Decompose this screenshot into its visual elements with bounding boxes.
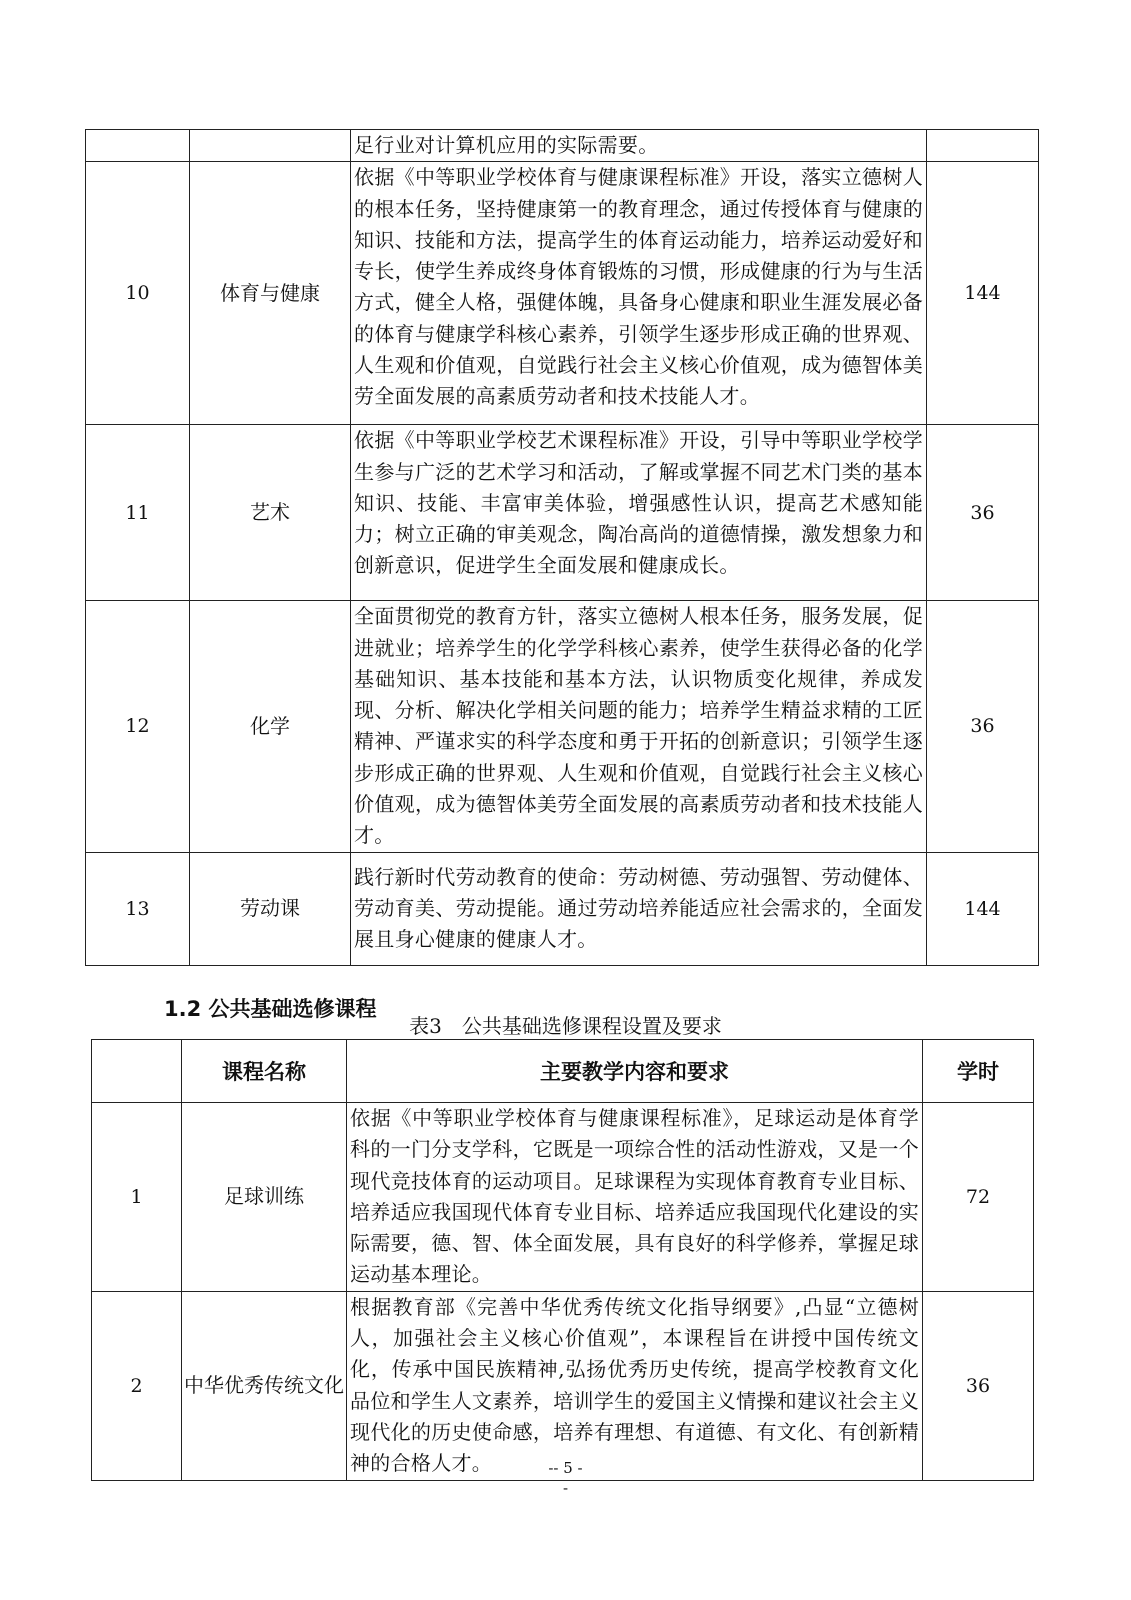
header-course-name: 课程名称 <box>182 1040 347 1103</box>
course-content: 依据《中等职业学校体育与健康课程标准》开设，落实立德树人的根本任务，坚持健康第一的教育理念，通过传授体育与健康的知识、技能和方法，提高学生的体育运动能力，培养运动爱好和专长，使学生养成终身体育锻炼的习惯，形成健康的行为与生活方式，健全人格，强健体魄，具备身心健康和职业生涯发展必备的体育与健康学科核心素养，引领学生逐步形成正确的世界观、人生观和价值观，自觉践行社会主义核心价值观，成为德智体美劳全面发展的高素质劳动者和技术技能人才。 <box>351 162 927 425</box>
table-row <box>92 1103 1034 1292</box>
course-hours: 36 <box>923 1291 1034 1480</box>
page-footer-dash: - <box>562 1479 569 1497</box>
table-row <box>86 852 1039 965</box>
course-name: 体育与健康 <box>190 162 351 425</box>
course-number: 12 <box>86 601 190 852</box>
course-content: 依据《中等职业学校艺术课程标准》开设，引导中等职业学校学生参与广泛的艺术学习和活动，了解或掌握不同艺术门类的基本知识、技能、丰富审美体验，增强感性认识，提高艺术感知能力；树立正确的审美观念，陶冶高尚的道德情操，激发想象力和创新意识，促进学生全面发展和健康成长。 <box>351 425 927 601</box>
header-content: 主要教学内容和要求 <box>347 1040 923 1103</box>
course-name: 艺术 <box>190 425 351 601</box>
table-header-row <box>92 1040 1034 1103</box>
course-hours <box>927 130 1039 162</box>
course-hours: 144 <box>927 852 1039 965</box>
elective-course-table <box>91 1039 1034 1481</box>
course-content: 足行业对计算机应用的实际需要。 <box>351 130 927 162</box>
table-caption: 表3 公共基础选修课程设置及要求 <box>409 1014 722 1038</box>
course-content: 全面贯彻党的教育方针，落实立德树人根本任务，服务发展，促进就业；培养学生的化学学科核心素养，使学生获得必备的化学基础知识、基本技能和基本方法，认识物质变化规律，养成发现、分析、解决化学相关问题的能力；培养学生精益求精的工匠精神、严谨求实的科学态度和勇于开拓的创新意识；引领学生逐步形成正确的世界观、人生观和价值观，自觉践行社会主义核心价值观，成为德智体美劳全面发展的高素质劳动者和技术技能人才。 <box>351 601 927 852</box>
course-number: 13 <box>86 852 190 965</box>
section-heading: 1.2 公共基础选修课程 <box>164 997 377 1021</box>
course-name <box>190 130 351 162</box>
table-row <box>92 1291 1034 1480</box>
course-content: 践行新时代劳动教育的使命：劳动树德、劳动强智、劳动健体、劳动育美、劳动提能。通过劳动培养能适应社会需求的，全面发展且身心健康的健康人才。 <box>351 852 927 965</box>
course-content: 根据教育部《完善中华优秀传统文化指导纲要》,凸显“立德树人，加强社会主义核心价值观”，本课程旨在讲授中国传统文化，传承中国民族精神,弘扬优秀历史传统，提高学校教育文化品位和学生人文素养，培训学生的爱国主义情操和建议社会主义现代化的历史使命感，培养有理想、有道德、有文化、有创新精神的合格人才。 <box>347 1291 923 1480</box>
table-row <box>86 130 1039 162</box>
course-number: 2 <box>92 1291 182 1480</box>
course-number: 1 <box>92 1103 182 1292</box>
course-hours: 72 <box>923 1103 1034 1292</box>
page-number: -- 5 - <box>548 1459 583 1477</box>
course-name: 中华优秀传统文化 <box>182 1291 347 1480</box>
course-table-continued <box>85 129 1039 966</box>
course-hours: 36 <box>927 601 1039 852</box>
table-row <box>86 162 1039 425</box>
course-hours: 144 <box>927 162 1039 425</box>
header-hours: 学时 <box>923 1040 1034 1103</box>
course-name: 化学 <box>190 601 351 852</box>
header-number <box>92 1040 182 1103</box>
course-hours: 36 <box>927 425 1039 601</box>
course-number: 11 <box>86 425 190 601</box>
course-name: 足球训练 <box>182 1103 347 1292</box>
course-name: 劳动课 <box>190 852 351 965</box>
course-number <box>86 130 190 162</box>
table-row <box>86 601 1039 852</box>
course-number: 10 <box>86 162 190 425</box>
course-content: 依据《中等职业学校体育与健康课程标准》，足球运动是体育学科的一门分支学科，它既是一项综合性的活动性游戏，又是一个现代竞技体育的运动项目。足球课程为实现体育教育专业目标、培养适应我国现代体育专业目标、培养适应我国现代化建设的实际需要，德、智、体全面发展，具有良好的科学修养，掌握足球运动基本理论。 <box>347 1103 923 1292</box>
table-row <box>86 425 1039 601</box>
